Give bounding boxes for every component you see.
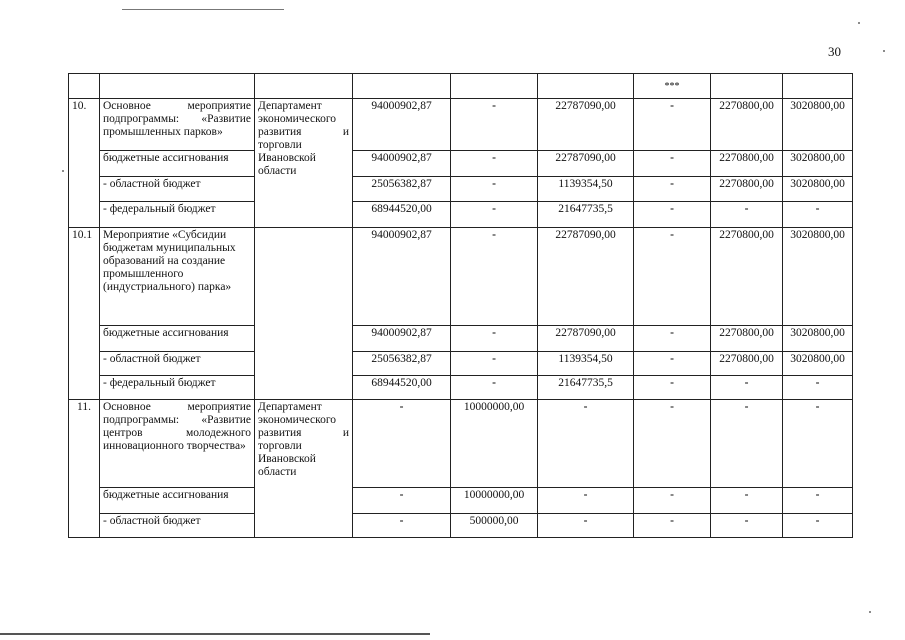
value-cell: 21647735,5 xyxy=(538,202,634,228)
table-row xyxy=(69,376,853,400)
table-row xyxy=(69,352,853,376)
value-cell: - xyxy=(783,400,853,488)
activity-title: Мероприятие «Субсидии бюджетам муниципальных образований на создание промышленного (индустриального) парка» xyxy=(100,228,255,326)
funding-label: бюджетные ассигнования xyxy=(100,151,255,177)
value-cell: 22787090,00 xyxy=(538,99,634,151)
value-cell: 2270800,00 xyxy=(711,326,783,352)
value-cell: - xyxy=(538,514,634,538)
value-cell: - xyxy=(634,488,711,514)
value-cell: - xyxy=(353,400,451,488)
value-cell: 25056382,87 xyxy=(353,352,451,376)
value-cell: 3020800,00 xyxy=(783,151,853,177)
value-cell: - xyxy=(353,488,451,514)
value-cell: - xyxy=(711,376,783,400)
value-cell: 3020800,00 xyxy=(783,352,853,376)
table-header-row xyxy=(69,74,853,99)
value-cell: - xyxy=(451,326,538,352)
value-cell: 2270800,00 xyxy=(711,352,783,376)
value-cell: 68944520,00 xyxy=(353,202,451,228)
value-cell: 22787090,00 xyxy=(538,326,634,352)
value-cell: - xyxy=(634,514,711,538)
row-number: 11. xyxy=(69,400,100,538)
scan-artifact-line xyxy=(0,633,430,635)
value-cell: 10000000,00 xyxy=(451,400,538,488)
funding-label: - федеральный бюджет xyxy=(100,202,255,228)
value-cell: - xyxy=(783,202,853,228)
funding-label: - областной бюджет xyxy=(100,177,255,202)
header-cell: *** xyxy=(634,74,711,99)
row-number: 10.1 xyxy=(69,228,100,400)
value-cell: 3020800,00 xyxy=(783,99,853,151)
scan-speck xyxy=(883,50,885,52)
value-cell: - xyxy=(451,228,538,326)
value-cell: - xyxy=(634,99,711,151)
table-row xyxy=(69,400,853,488)
table-row xyxy=(69,326,853,352)
funding-label: - федеральный бюджет xyxy=(100,376,255,400)
value-cell: 21647735,5 xyxy=(538,376,634,400)
value-cell: - xyxy=(451,376,538,400)
value-cell: 2270800,00 xyxy=(711,99,783,151)
responsible-department: Департамент экономического развития и торговли Ивановской области xyxy=(255,400,353,538)
value-cell: 500000,00 xyxy=(451,514,538,538)
activity-title: Основное мероприятие подпрограммы: «Развитие центров молодежного инновационного творчества» xyxy=(100,400,255,488)
value-cell: - xyxy=(783,488,853,514)
value-cell: 2270800,00 xyxy=(711,151,783,177)
value-cell: 1139354,50 xyxy=(538,352,634,376)
value-cell: - xyxy=(451,177,538,202)
budget-table xyxy=(68,73,853,538)
row-number: 10. xyxy=(69,99,100,228)
value-cell: 3020800,00 xyxy=(783,326,853,352)
value-cell: - xyxy=(711,488,783,514)
header-cell xyxy=(538,74,634,99)
value-cell: 94000902,87 xyxy=(353,151,451,177)
value-cell: - xyxy=(783,376,853,400)
funding-label: - областной бюджет xyxy=(100,352,255,376)
header-cell xyxy=(69,74,100,99)
value-cell: - xyxy=(538,400,634,488)
value-cell: 22787090,00 xyxy=(538,151,634,177)
page-number: 30 xyxy=(828,44,841,59)
value-cell: - xyxy=(634,376,711,400)
table-row xyxy=(69,99,853,151)
header-cell xyxy=(711,74,783,99)
value-cell: 10000000,00 xyxy=(451,488,538,514)
value-cell: - xyxy=(353,514,451,538)
value-cell: 3020800,00 xyxy=(783,177,853,202)
scan-speck xyxy=(62,170,64,172)
value-cell: - xyxy=(634,151,711,177)
value-cell: - xyxy=(634,202,711,228)
value-cell: - xyxy=(451,151,538,177)
table-row xyxy=(69,177,853,202)
value-cell: 94000902,87 xyxy=(353,228,451,326)
value-cell: 2270800,00 xyxy=(711,177,783,202)
value-cell: - xyxy=(711,514,783,538)
value-cell: - xyxy=(783,514,853,538)
scan-speck xyxy=(858,22,860,24)
scan-artifact-line xyxy=(122,9,284,10)
table-row xyxy=(69,228,853,326)
responsible-department xyxy=(255,228,353,400)
table-row xyxy=(69,202,853,228)
value-cell: - xyxy=(711,202,783,228)
value-cell: 94000902,87 xyxy=(353,326,451,352)
header-cell xyxy=(353,74,451,99)
header-cell xyxy=(451,74,538,99)
responsible-department: Департамент экономического развития и торговли Ивановской области xyxy=(255,99,353,228)
activity-title: Основное мероприятие подпрограммы: «Развитие промышленных парков» xyxy=(100,99,255,151)
funding-label: бюджетные ассигнования xyxy=(100,488,255,514)
value-cell: - xyxy=(451,202,538,228)
table-row xyxy=(69,488,853,514)
value-cell: 2270800,00 xyxy=(711,228,783,326)
value-cell: 25056382,87 xyxy=(353,177,451,202)
value-cell: - xyxy=(451,352,538,376)
table-row xyxy=(69,151,853,177)
value-cell: 94000902,87 xyxy=(353,99,451,151)
value-cell: 22787090,00 xyxy=(538,228,634,326)
header-cell xyxy=(255,74,353,99)
funding-label: бюджетные ассигнования xyxy=(100,326,255,352)
value-cell: 68944520,00 xyxy=(353,376,451,400)
value-cell: - xyxy=(451,99,538,151)
value-cell: - xyxy=(538,488,634,514)
value-cell: - xyxy=(634,326,711,352)
header-cell xyxy=(100,74,255,99)
table-row xyxy=(69,514,853,538)
funding-label: - областной бюджет xyxy=(100,514,255,538)
value-cell: - xyxy=(634,177,711,202)
value-cell: - xyxy=(634,228,711,326)
value-cell: - xyxy=(634,400,711,488)
value-cell: - xyxy=(711,400,783,488)
header-cell xyxy=(783,74,853,99)
value-cell: 3020800,00 xyxy=(783,228,853,326)
value-cell: 1139354,50 xyxy=(538,177,634,202)
scan-speck xyxy=(869,611,871,613)
value-cell: - xyxy=(634,352,711,376)
